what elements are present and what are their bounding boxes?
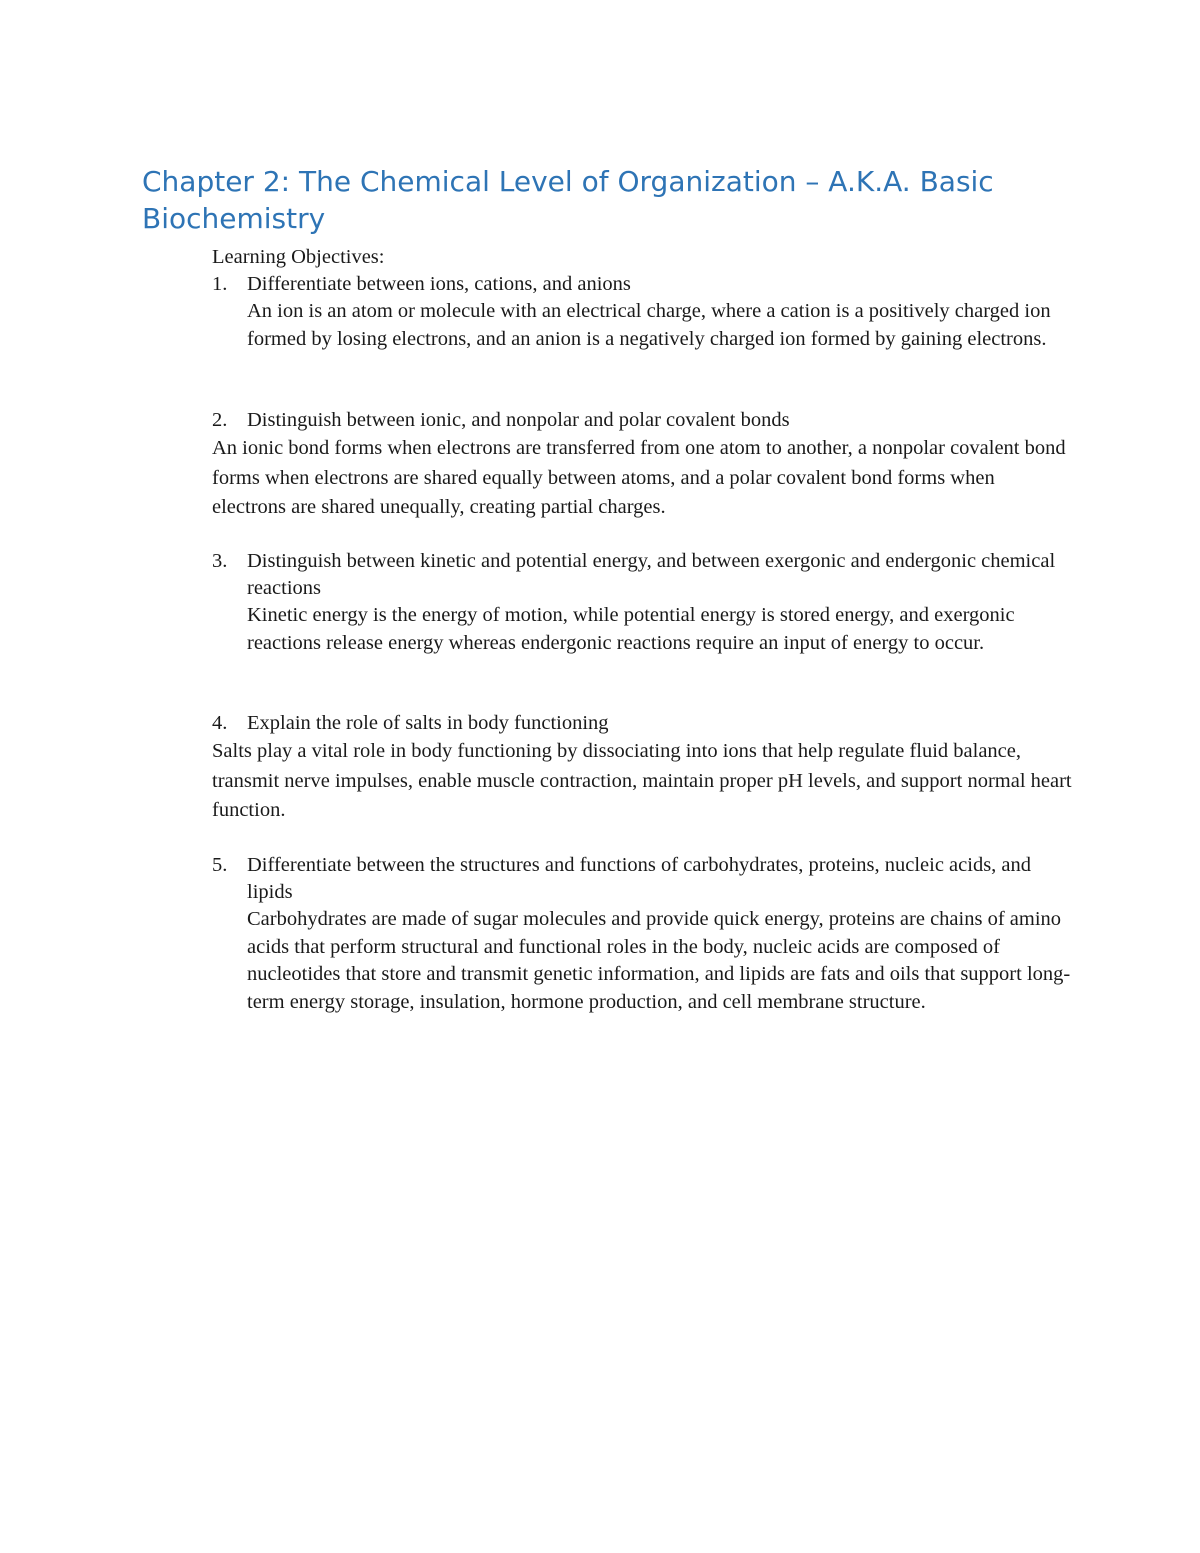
objective-answer: An ionic bond forms when electrons are transferred from one atom to another, a nonpolar covalent bond forms when electrons are shared equally between atoms, and a polar covalent bond forms when electrons are shared unequally, creating partial charges. xyxy=(212,437,1066,518)
objective-heading: Distinguish between kinetic and potential energy, and between exergonic and endergonic chemical reactions xyxy=(247,550,1056,599)
objective-item-1 xyxy=(212,271,1072,353)
objective-answer: Salts play a vital role in body functioning by dissociating into ions that help regulate fluid balance, transmit nerve impulses, enable muscle contraction, maintain proper pH levels, and support normal heart function. xyxy=(212,740,1072,821)
objective-number: 5. xyxy=(212,854,228,876)
objective-number: 1. xyxy=(212,273,228,295)
objective-number: 4. xyxy=(212,712,228,734)
objective-item-5 xyxy=(212,852,1072,1016)
objective-answer: Kinetic energy is the energy of motion, while potential energy is stored energy, and exergonic reactions release energy whereas endergonic reactions require an input of energy to occur. xyxy=(247,604,1015,654)
objective-item-2 xyxy=(212,407,1072,523)
page-title: Chapter 2: The Chemical Level of Organization – A.K.A. Basic Biochemistry xyxy=(142,165,994,235)
learning-objectives-label: Learning Objectives: xyxy=(212,246,385,268)
objective-number: 3. xyxy=(212,550,228,572)
objective-item-4 xyxy=(212,710,1072,826)
objective-heading: Distinguish between ionic, and nonpolar and polar covalent bonds xyxy=(247,409,790,431)
objective-number: 2. xyxy=(212,409,228,431)
objective-heading: Differentiate between the structures and functions of carbohydrates, proteins, nucleic acids, and lipids xyxy=(247,854,1032,903)
objective-answer: Carbohydrates are made of sugar molecules and provide quick energy, proteins are chains of amino acids that perform structural and functional roles in the body, nucleic acids are composed of nucleotides that store and transmit genetic information, and lipids are fats and oils that support long-term energy storage, insulation, hormone production, and cell membrane structure. xyxy=(247,908,1071,1013)
objective-answer: An ion is an atom or molecule with an electrical charge, where a cation is a positively charged ion formed by losing electrons, and an anion is a negatively charged ion formed by gaining electrons. xyxy=(247,300,1051,350)
objective-heading: Differentiate between ions, cations, and anions xyxy=(247,273,631,295)
objective-heading: Explain the role of salts in body functioning xyxy=(247,712,609,734)
objective-item-3 xyxy=(212,548,1072,657)
